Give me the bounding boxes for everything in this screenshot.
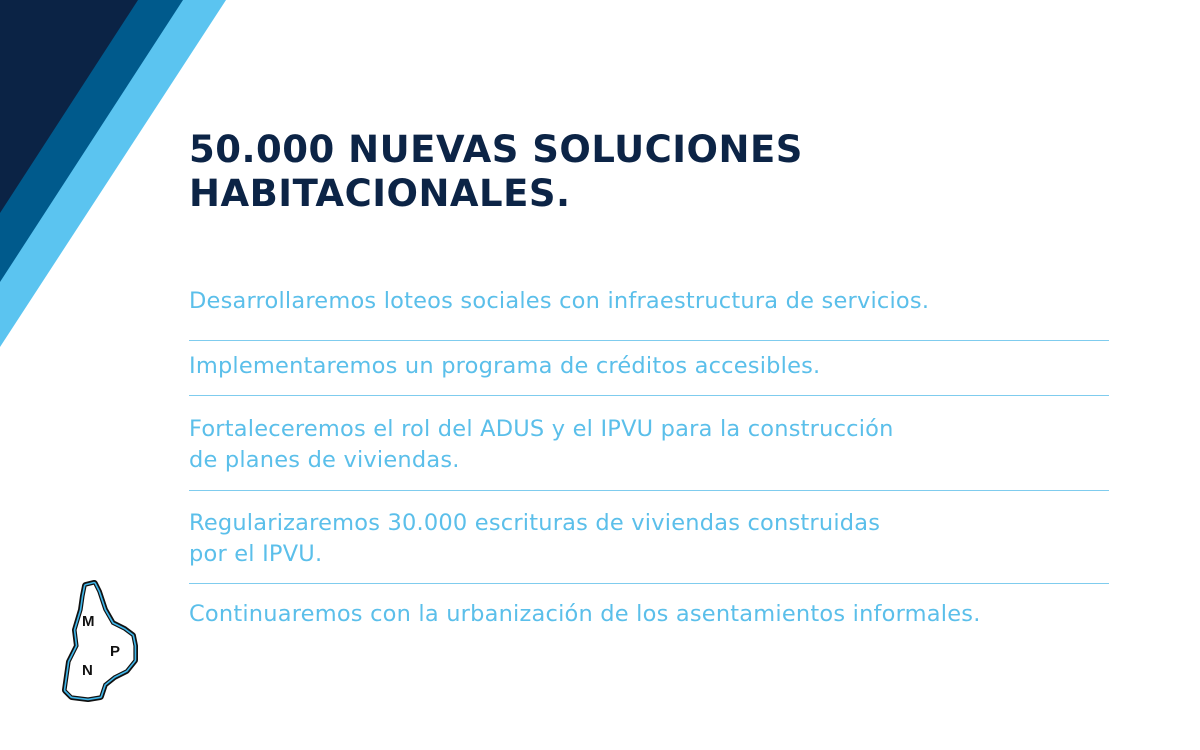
logo-letter-p: P — [110, 643, 121, 660]
list-item-text: por el IPVU. — [189, 541, 323, 567]
logo-outline — [66, 584, 134, 698]
neuquen-province-map-icon — [58, 580, 142, 704]
list-item — [189, 286, 1109, 317]
list-item — [189, 508, 1109, 570]
page-title-line-1: 50.000 NUEVAS SOLUCIONES — [189, 128, 803, 171]
logo-letter-m: M — [82, 613, 95, 630]
list-item-text: Implementaremos un programa de créditos accesibles. — [189, 353, 821, 379]
divider — [189, 340, 1109, 341]
divider — [189, 395, 1109, 396]
list-item — [189, 599, 1109, 630]
list-item-text: Desarrollaremos loteos sociales con infraestructura de servicios. — [189, 288, 930, 314]
list-item-text: Fortaleceremos el rol del ADUS y el IPVU para la construcción — [189, 416, 894, 442]
divider — [189, 490, 1109, 491]
page-title — [189, 128, 803, 216]
divider — [189, 583, 1109, 584]
proposal-list — [189, 286, 1109, 630]
list-item-text: de planes de viviendas. — [189, 447, 460, 473]
list-item — [189, 351, 1109, 382]
list-item-text: Continuaremos con la urbanización de los asentamientos informales. — [189, 601, 981, 627]
logo-letter-n: N — [82, 662, 93, 679]
list-item — [189, 414, 1109, 476]
list-item-text: Regularizaremos 30.000 escrituras de viviendas construidas — [189, 510, 881, 536]
page-title-line-2: HABITACIONALES. — [189, 172, 571, 215]
